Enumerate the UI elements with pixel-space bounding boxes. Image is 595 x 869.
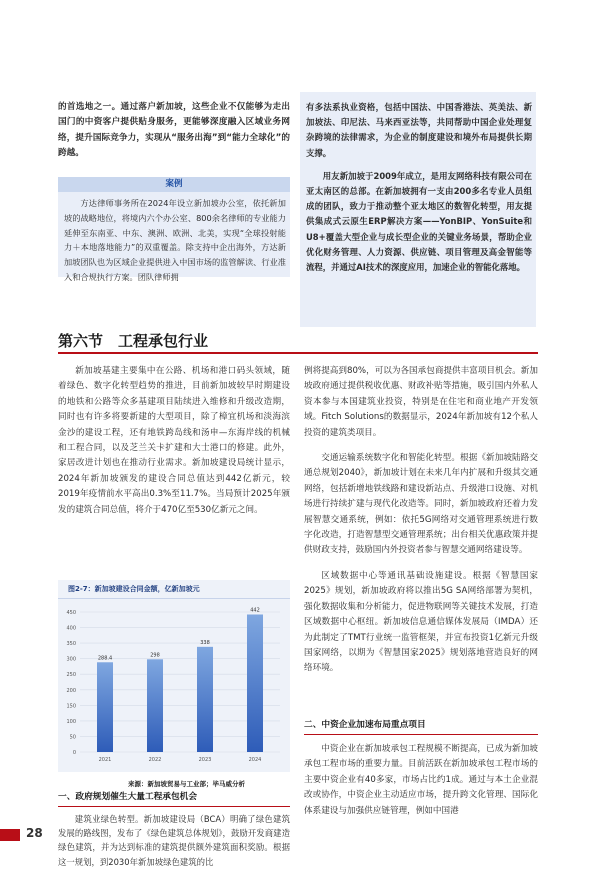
chart-figure — [58, 580, 290, 772]
case-label: 案例 — [58, 177, 290, 192]
y-tick-label: 0 — [72, 750, 76, 756]
x-tick-label-2022: 2022 — [148, 757, 162, 763]
top-right-column — [306, 100, 532, 275]
page-accent-bar — [0, 829, 20, 841]
right-body-column — [304, 364, 538, 677]
y-tick-label: 50 — [69, 734, 76, 741]
bar-2023 — [197, 647, 213, 752]
y-tick-label: 150 — [66, 703, 76, 710]
figure-title: 图2-7：新加坡建设合同金额，亿新加坡元 — [68, 585, 200, 593]
subsection-2-rule — [304, 734, 538, 735]
case-text-column — [64, 196, 286, 285]
x-tick-label-2024: 2024 — [248, 757, 262, 763]
top-right-paragraph-2: 用友新加坡于2009年成立，是用友网络科技有限公司在亚太南区的总部。在新加坡拥有一支由200多名专业人员组成的团队，致力于推动整个亚太地区的数智化转型，用友提供集成式云原生ERP解决方案——YonBIP、YonSuite和U8+覆盖大型企业与成长型企业的关键业务场景，帮助企业优化财务管理、人力资源、供应链、项目管理及高金智能等流程，并通过AI技术的深度应用，加速企业的智能化落地。 — [306, 170, 532, 273]
case-text: 方达律师事务所在2024年设立新加坡办公室，依托新加坡的战略地位，将境内六个办公室、800余名律师的专业能力延伸至东南亚、中东、澳洲、欧洲、北美，实现“全球投射能力＋本地落地能力”的双重覆盖。除支持中企出海外，方达新加坡团队也为区域企业提供进入中国市场的监管解读、行业准入和合规执行方案。团队律师拥 — [64, 198, 286, 282]
intro-paragraph: 新加坡基建主要集中在公路、机场和港口码头领域，随着绿色、数字化转型趋势的推进，目前新加坡较早时期建设的地铁和公路等众多基建项目陆续进入维修和升级改造期，同时也有许多将要新建的大型项目，除了樟宜机场和淡海滨金沙的建设工程，还有地铁跨岛线和汤申—东海岸线的机械和工程合同，以及芝兰关卡扩建和大士港口的修建。此外，家居改进计划也在推动行业需求。新加坡建设局统计显示，2024年新加坡颁发的建设合同总值达到442亿新元，较2019年疫情前水平高出0.3%至11.7%。当局预计2025年颁发的建筑合同总值，将介于470亿至530亿新元之间。 — [58, 366, 290, 515]
subsection-1-rule — [58, 806, 290, 807]
right-paragraph-4: 中资企业在新加坡承包工程规模不断提高，已成为新加坡承包工程市场的重要力量。目前活跃在新加坡承包工程市场的主要中资企业有40多家，市场占比约1成。通过与本土企业混改或协作，中资企业主动适应市场，提升跨文化管理、国际化体系建设与加强供应链管理，例如中国港 — [304, 744, 538, 816]
y-tick-label: 250 — [66, 672, 76, 679]
x-tick-label-2023: 2023 — [198, 757, 212, 763]
data-label-2024: 442 — [250, 607, 260, 614]
subsection-2-column — [304, 742, 538, 819]
right-paragraph-1: 例将提高到80%，可以为各国承包商提供丰富项目机会。新加坡政府通过提供税收优惠、财政补贴等措施，吸引国内外私人资本参与本国建筑业投资，特别是在住宅和商业地产开发领域。Fitch Solutions的数据显示，2024年新加坡有12个私人投资的建筑类项目。 — [304, 366, 538, 438]
right-paragraph-2: 交通运输系统数字化和智能化转型。根据《新加坡陆路交通总规划2040》，新加坡计划在未来几年内扩展和升级其交通网络，包括新增地铁线路和建设新站点、升级港口设施、对机场进行持续扩建与现代化改造等。同时，新加坡政府还着力发展智慧交通系统，例如：依托5G网络对交通管理系统进行数字化改造，打造智慧型交通管理系统；出台相关优惠政策并提供财政支持，鼓励国内外投资者参与智慧交通网络建设等。 — [304, 453, 538, 556]
subsection-1-column — [58, 812, 290, 869]
y-tick-label: 100 — [66, 718, 76, 725]
page-number: 28 — [26, 826, 43, 840]
subsection-1-text: 建筑业绿色转型。新加坡建设局（BCA）明确了绿色建筑发展的路线图，发布了《绿色建筑总体规划》，鼓励开发商建造绿色建筑，并为达到标准的建筑提供额外建筑面积奖励。根据这一规划，到2030年新加坡绿色建筑的比 — [58, 814, 290, 867]
bar-2022 — [147, 659, 163, 752]
section-title: 第六节 工程承包行业 — [58, 332, 209, 350]
data-label-2021: 288.4 — [97, 655, 113, 662]
subsection-2-title: 二、中资企业加速布局重点项目 — [304, 720, 426, 730]
top-right-paragraph-1: 有多法系执业资格，包括中国法、中国香港法、英美法、新加坡法、印尼法、马来西亚法等，共同帮助中国企业处理复杂跨境的法律需求，为企业的制度建设和境外布局提供长期支撑。 — [306, 102, 532, 158]
data-label-2023: 338 — [200, 639, 210, 646]
x-tick-label-2021: 2021 — [98, 757, 112, 763]
y-tick-label: 300 — [66, 656, 76, 663]
data-label-2022: 298 — [150, 652, 160, 659]
top-left-column — [58, 100, 290, 162]
bar-chart — [58, 600, 290, 770]
bar-2021 — [97, 662, 113, 752]
y-tick-label: 200 — [66, 687, 76, 694]
top-left-paragraph: 的首选地之一。通过落户新加坡，这些企业不仅能够为走出国门的中资客户提供贴身服务，更能够深度融入区域业务网络，提升国际竞争力，实现从“服务出海”到“能力全球化”的跨越。 — [58, 102, 290, 159]
subsection-1-title: 一、政府规划催生大量工程承包机会 — [58, 792, 197, 802]
left-body-column — [58, 364, 290, 518]
figure-source: 来源：新加坡贸易与工业部；毕马威分析 — [128, 780, 245, 788]
y-tick-label: 450 — [66, 610, 76, 616]
y-tick-label: 350 — [66, 641, 76, 648]
bar-2024 — [247, 614, 263, 752]
y-tick-label: 400 — [66, 625, 76, 632]
section-rule — [58, 352, 538, 354]
right-paragraph-3: 区域数据中心等通讯基础设施建设。根据《智慧国家2025》规划，新加坡政府将以推出5G SA网络部署为契机，强化数据收集和分析能力，促进物联网等关键技术发展，打造区域数据中心枢纽。新加坡信息通信媒体发展局（IMDA）还为此制定了TMT行业统一监管框架，并宣布投资1亿新元升级国家网络，以期为《智慧国家2025》规划落地营造良好的网络环境。 — [304, 570, 538, 674]
figure-rule — [58, 598, 290, 599]
